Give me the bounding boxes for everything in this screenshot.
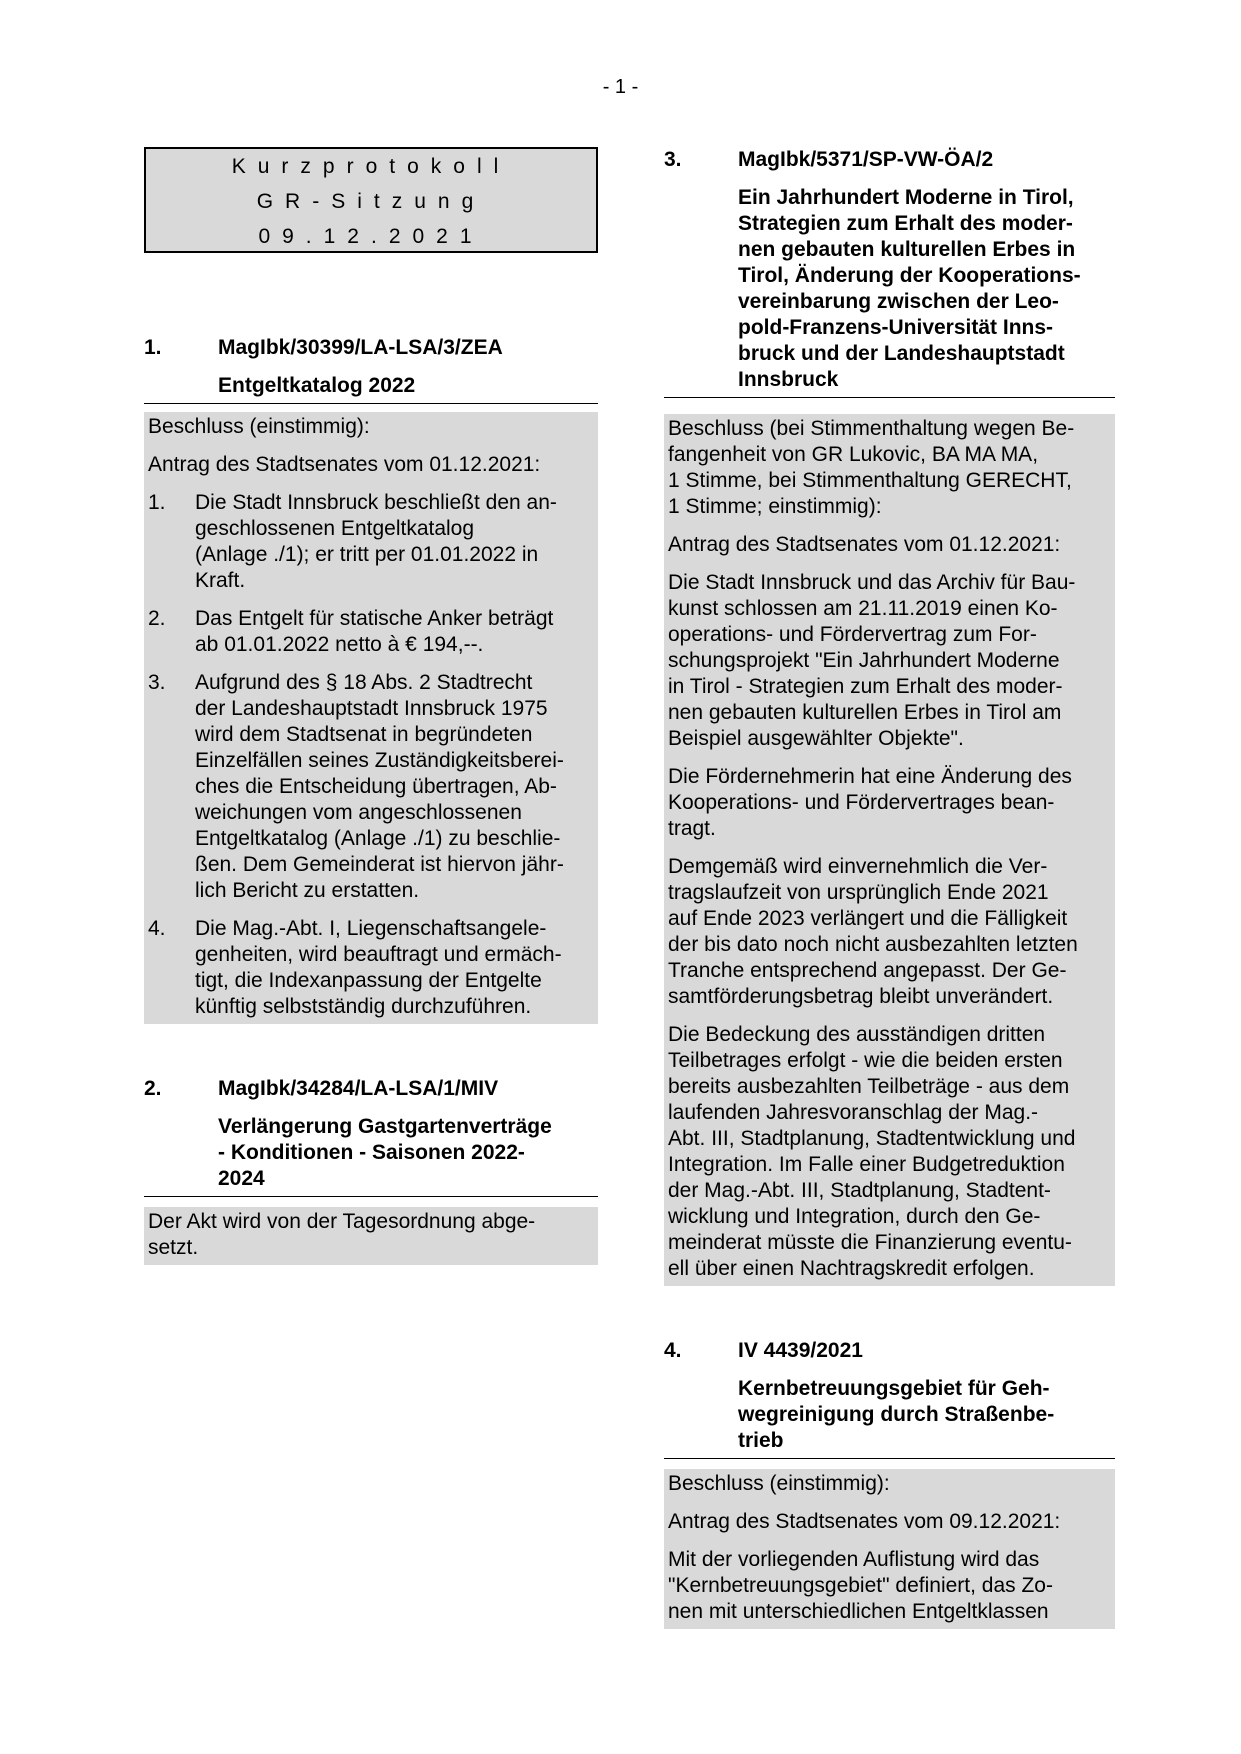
text-line: tigt, die Indexanpassung der Entgelte: [195, 969, 542, 992]
text-line: tragslaufzeit von ursprünglich Ende 2021: [668, 881, 1049, 904]
right-column: [664, 147, 1115, 1629]
item-2-text: [148, 1209, 594, 1261]
text-line: (Anlage ./1); er tritt per 01.01.2022 in: [195, 543, 539, 566]
text-line: laufenden Jahresvoranschlag der Mag.-: [668, 1101, 1039, 1124]
text-line: meinderat müsste die Finanzierung eventu-: [668, 1231, 1072, 1254]
item-2-title-line: 2024: [218, 1167, 265, 1190]
text-line: 1 Stimme; einstimmig):: [668, 495, 882, 518]
item-3-title-line: Strategien zum Erhalt des moder-: [738, 212, 1073, 235]
item-1-title-line: Entgeltkatalog 2022: [218, 374, 416, 397]
item-3-header: [664, 147, 1115, 173]
item-2-title-line: Verlängerung Gastgartenverträge: [218, 1115, 552, 1138]
item-2-resolution: [144, 1207, 598, 1265]
page-number: - 1 -: [602, 76, 639, 98]
title-line-kurzprotokoll: Kurzprotokoll: [231, 155, 511, 178]
item-3-title-line: Tirol, Änderung der Kooperations-: [738, 264, 1081, 287]
text-line: Beispiel ausgewählter Objekte".: [668, 727, 964, 750]
item-2-number: 2.: [144, 1077, 162, 1100]
item-1-title: [218, 373, 598, 399]
agenda-item-4: [664, 1338, 1115, 1629]
item-3-title-line: pold-Franzens-Universität Inns-: [738, 316, 1054, 339]
item-4-number: 4.: [664, 1339, 682, 1362]
item-4-decision: Beschluss (einstimmig):: [668, 1472, 890, 1495]
list-item-number: 3.: [148, 671, 166, 694]
title-line-sitzung: GR-Sitzung: [256, 190, 486, 213]
text-line: Einzelfällen seines Zuständigkeitsberei-: [195, 749, 564, 772]
item-4-header: [664, 1338, 1115, 1364]
item-3-paragraph-2: [668, 764, 1111, 842]
text-line: Die Stadt Innsbruck und das Archiv für Bau-: [668, 571, 1076, 594]
text-line: geschlossenen Entgeltkatalog: [195, 517, 475, 540]
item-2-title-line: - Konditionen - Saisonen 2022-: [218, 1141, 525, 1164]
item-3-motion: Antrag des Stadtsenates vom 01.12.2021:: [668, 533, 1061, 556]
item-3-paragraph-3: [668, 854, 1111, 1010]
list-item-number: 2.: [148, 607, 166, 630]
text-line: nen mit unterschiedlichen Entgeltklassen: [668, 1600, 1049, 1623]
item-3-paragraph-1: [668, 570, 1111, 752]
text-line: bereits ausbezahlten Teilbeträge - aus dem: [668, 1075, 1070, 1098]
text-line: Beschluss (bei Stimmenthaltung wegen Be-: [668, 417, 1075, 440]
text-line: samtförderungsbetrag bleibt unverändert.: [668, 985, 1054, 1008]
item-4-motion: Antrag des Stadtsenates vom 09.12.2021:: [668, 1510, 1061, 1533]
item-4-resolution: [664, 1469, 1115, 1629]
item-2-code: MagIbk/34284/LA-LSA/1/MIV: [218, 1077, 499, 1100]
text-line: lich Bericht zu erstatten.: [195, 879, 420, 902]
item-3-number: 3.: [664, 148, 682, 171]
text-line: ab 01.01.2022 netto à € 194,--.: [195, 633, 484, 656]
item-3-title-line: Ein Jahrhundert Moderne in Tirol,: [738, 186, 1074, 209]
title-box: [144, 147, 598, 253]
text-line: Die Fördernehmerin hat eine Änderung des: [668, 765, 1072, 788]
text-line: Das Entgelt für statische Anker beträgt: [195, 607, 554, 630]
item-1-motion: Antrag des Stadtsenates vom 01.12.2021:: [148, 453, 541, 476]
list-item-text: [195, 490, 594, 594]
agenda-item-3: [664, 147, 1115, 1286]
text-line: 1 Stimme, bei Stimmenthaltung GERECHT,: [668, 469, 1072, 492]
item-3-resolution: [664, 414, 1115, 1286]
list-item: [148, 490, 594, 594]
text-line: fangenheit von GR Lukovic, BA MA MA,: [668, 443, 1039, 466]
item-3-title-line: vereinbarung zwischen der Leo-: [738, 290, 1059, 313]
text-line: der bis dato noch nicht ausbezahlten letzten: [668, 933, 1078, 956]
item-1-resolution: [144, 412, 598, 1024]
text-line: Tranche entsprechend angepasst. Der Ge-: [668, 959, 1067, 982]
item-3-decision: [668, 416, 1111, 520]
list-item-number: 4.: [148, 917, 166, 940]
text-line: der Landeshauptstadt Innsbruck 1975: [195, 697, 548, 720]
text-line: setzt.: [148, 1236, 199, 1259]
text-line: Teilbetrages erfolgt - wie die beiden ersten: [668, 1049, 1063, 1072]
item-3-rule: [664, 397, 1115, 398]
item-3-title-line: nen gebauten kulturellen Erbes in: [738, 238, 1076, 261]
text-line: Die Mag.-Abt. I, Liegenschaftsangele-: [195, 917, 547, 940]
item-4-rule: [664, 1458, 1115, 1459]
text-line: künftig selbstständig durchzuführen.: [195, 995, 532, 1018]
text-line: operations- und Fördervertrag zum For-: [668, 623, 1037, 646]
text-line: Aufgrund des § 18 Abs. 2 Stadtrecht: [195, 671, 533, 694]
left-column: [144, 147, 598, 1265]
text-line: Mit der vorliegenden Auflistung wird das: [668, 1548, 1040, 1571]
list-item-text: [195, 916, 594, 1020]
item-4-code: IV 4439/2021: [738, 1339, 863, 1362]
item-1-code: MagIbk/30399/LA-LSA/3/ZEA: [218, 336, 503, 359]
list-item: [148, 916, 594, 1020]
text-line: Integration. Im Falle einer Budgetreduktion: [668, 1153, 1065, 1176]
text-line: ell über einen Nachtragskredit erfolgen.: [668, 1257, 1035, 1280]
text-line: Die Stadt Innsbruck beschließt den an-: [195, 491, 557, 514]
agenda-item-1: [144, 335, 598, 1024]
item-3-paragraph-4: [668, 1022, 1111, 1282]
item-4-title-line: wegreinigung durch Straßenbe-: [738, 1403, 1055, 1426]
item-1-points: [148, 490, 594, 1020]
text-line: Der Akt wird von der Tagesordnung abge-: [148, 1210, 536, 1233]
text-line: in Tirol - Strategien zum Erhalt des moder-: [668, 675, 1063, 698]
item-3-code: MagIbk/5371/SP-VW-ÖA/2: [738, 148, 994, 171]
item-4-title: [738, 1376, 1115, 1454]
list-item-text: [195, 606, 594, 658]
agenda-item-2: [144, 1076, 598, 1265]
item-4-title-line: Kernbetreuungsgebiet für Geh-: [738, 1377, 1050, 1400]
item-1-rule: [144, 403, 598, 404]
item-4-paragraph: [668, 1547, 1111, 1625]
text-line: kunst schlossen am 21.11.2019 einen Ko-: [668, 597, 1058, 620]
text-line: weichungen vom angeschlossenen: [195, 801, 522, 824]
text-line: der Mag.-Abt. III, Stadtplanung, Stadtent-: [668, 1179, 1051, 1202]
list-item-number: 1.: [148, 491, 166, 514]
text-line: wicklung und Integration, durch den Ge-: [668, 1205, 1041, 1228]
text-line: Demgemäß wird einvernehmlich die Ver-: [668, 855, 1048, 878]
item-3-title: [738, 185, 1115, 393]
item-4-title-line: trieb: [738, 1429, 784, 1452]
item-2-title: [218, 1114, 598, 1192]
text-line: auf Ende 2023 verlängert und die Fälligkeit: [668, 907, 1068, 930]
text-line: nen gebauten kulturellen Erbes in Tirol am: [668, 701, 1062, 724]
text-line: ßen. Dem Gemeinderat ist hiervon jähr-: [195, 853, 564, 876]
text-line: Abt. III, Stadtplanung, Stadtentwicklung und: [668, 1127, 1076, 1150]
item-3-title-line: bruck und der Landeshauptstadt: [738, 342, 1065, 365]
item-2-header: [144, 1076, 598, 1102]
item-3-title-line: Innsbruck: [738, 368, 839, 391]
item-1-decision: Beschluss (einstimmig):: [148, 415, 370, 438]
text-line: wird dem Stadtsenat in begründeten: [195, 723, 533, 746]
title-line-date: 09.12.2021: [258, 225, 484, 248]
text-line: Die Bedeckung des ausständigen dritten: [668, 1023, 1046, 1046]
text-line: ches die Entscheidung übertragen, Ab-: [195, 775, 557, 798]
item-1-number: 1.: [144, 336, 162, 359]
text-line: genheiten, wird beauftragt und ermäch-: [195, 943, 562, 966]
text-line: "Kernbetreuungsgebiet" definiert, das Zo-: [668, 1574, 1053, 1597]
text-line: Kooperations- und Fördervertrages bean-: [668, 791, 1055, 814]
text-line: Entgeltkatalog (Anlage ./1) zu beschlie-: [195, 827, 561, 850]
text-line: schungsprojekt "Ein Jahrhundert Moderne: [668, 649, 1060, 672]
list-item: [148, 606, 594, 658]
item-2-rule: [144, 1196, 598, 1197]
text-line: tragt.: [668, 817, 716, 840]
list-item-text: [195, 670, 594, 904]
list-item: [148, 670, 594, 904]
item-1-header: [144, 335, 598, 361]
text-line: Kraft.: [195, 569, 246, 592]
